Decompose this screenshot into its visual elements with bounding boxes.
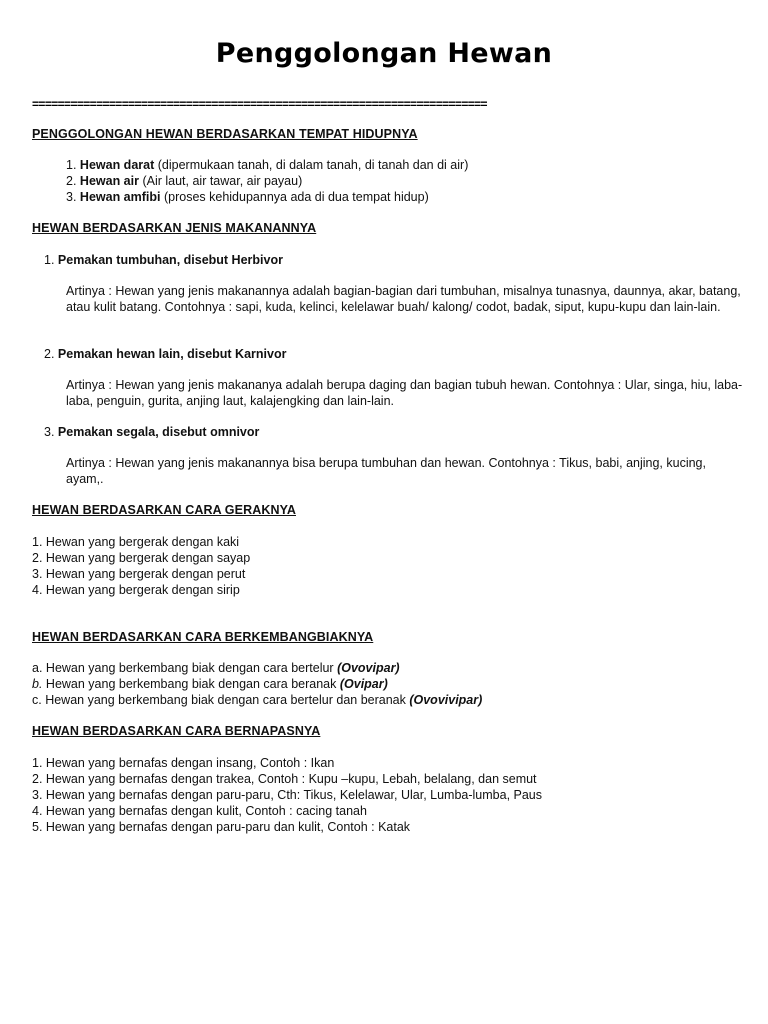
list-text: Hewan yang berkembang biak dengan cara bertelur [42,661,338,675]
list-item: 3. Hewan yang bergerak dengan perut [32,567,246,581]
list-item [66,157,468,173]
list-number: 1. [44,253,55,267]
list-item [32,692,482,708]
list-term: Pemakan hewan lain, disebut Karnivor [57,347,287,361]
list-item [44,424,259,440]
list-number: 3. [66,190,77,204]
section-heading-diet: HEWAN BERDASARKAN JENIS MAKANANNYA [32,221,317,235]
list-number: 1. [66,158,77,172]
list-item: 2. Hewan yang bergerak dengan sayap [32,551,251,565]
section-heading-respiration: HEWAN BERDASARKAN CARA BERNAPASNYA [32,724,321,738]
list-letter: c. [32,693,42,707]
list-item [44,346,286,362]
list-item [66,189,429,205]
list-term: Pemakan segala, disebut omnivor [57,425,260,439]
list-term: (Ovipar) [339,677,388,691]
list-item: 1. Hewan yang bergerak dengan kaki [32,535,240,549]
list-item: 1. Hewan yang bernafas dengan insang, Contoh : Ikan [32,756,335,770]
list-term: (Ovovipar) [337,661,400,675]
list-item [44,252,283,268]
list-term: Hewan amfibi [79,190,161,204]
list-text: Hewan yang berkembang biak dengan cara bertelur dan beranak [41,693,410,707]
list-text: (proses kehidupannya ada di dua tempat hidup) [160,190,429,204]
paragraph: Artinya : Hewan yang jenis makanannya bisa berupa tumbuhan dan hewan. Contohnya : Tikus, babi, anjing, kucing, ayam,. [66,456,706,486]
list-item [66,173,302,189]
list-number: 3. [44,425,55,439]
list-number: 2. [66,174,77,188]
divider-rule: ======================================================================= [32,97,487,111]
section-heading-reproduction: HEWAN BERDASARKAN CARA BERKEMBANGBIAKNYA [32,630,374,644]
list-term: Hewan darat [79,158,155,172]
list-term: Hewan air [79,174,139,188]
paragraph: Artinya : Hewan yang jenis makanannya adalah bagian-bagian dari tumbuhan, misalnya tunasnya, daunnya, akar, batang, atau kulit batang. Contohnya : sapi, kuda, kelinci, kelelawar buah/ kalong/ codot, badak, siput, kupu-kupu dan lain-lain. [66,284,741,314]
list-text: (dipermukaan tanah, di dalam tanah, di tanah dan di air) [154,158,469,172]
list-item: 5. Hewan yang bernafas dengan paru-paru dan kulit, Contoh : Katak [32,820,411,834]
list-item: 2. Hewan yang bernafas dengan trakea, Contoh : Kupu –kupu, Lebah, belalang, dan semut [32,772,537,786]
page-title: Penggolongan Hewan [215,38,553,69]
list-letter: a. [32,661,43,675]
list-number: 2. [44,347,55,361]
paragraph: Artinya : Hewan yang jenis makananya adalah berupa daging dan bagian tubuh hewan. Contohnya : Ular, singa, hiu, laba-laba, penguin, gurita, anjing laut, kalajengking dan lain-lain. [66,378,743,408]
list-letter: b. [32,677,43,691]
list-item: 3. Hewan yang bernafas dengan paru-paru, Cth: Tikus, Kelelawar, Ular, Lumba-lumba, Paus [32,788,543,802]
list-item: 4. Hewan yang bergerak dengan sirip [32,583,240,597]
list-item [32,676,388,692]
list-text: (Air laut, air tawar, air payau) [138,174,303,188]
list-term: Pemakan tumbuhan, disebut Herbivor [57,253,283,267]
list-item [32,660,400,676]
list-term: (Ovovivipar) [409,693,483,707]
section-heading-habitat: PENGGOLONGAN HEWAN BERDASARKAN TEMPAT HIDUPNYA [32,127,418,141]
list-text: Hewan yang berkembang biak dengan cara beranak [42,677,340,691]
list-item: 4. Hewan yang bernafas dengan kulit, Contoh : cacing tanah [32,804,367,818]
section-heading-movement: HEWAN BERDASARKAN CARA GERAKNYA [32,503,296,517]
